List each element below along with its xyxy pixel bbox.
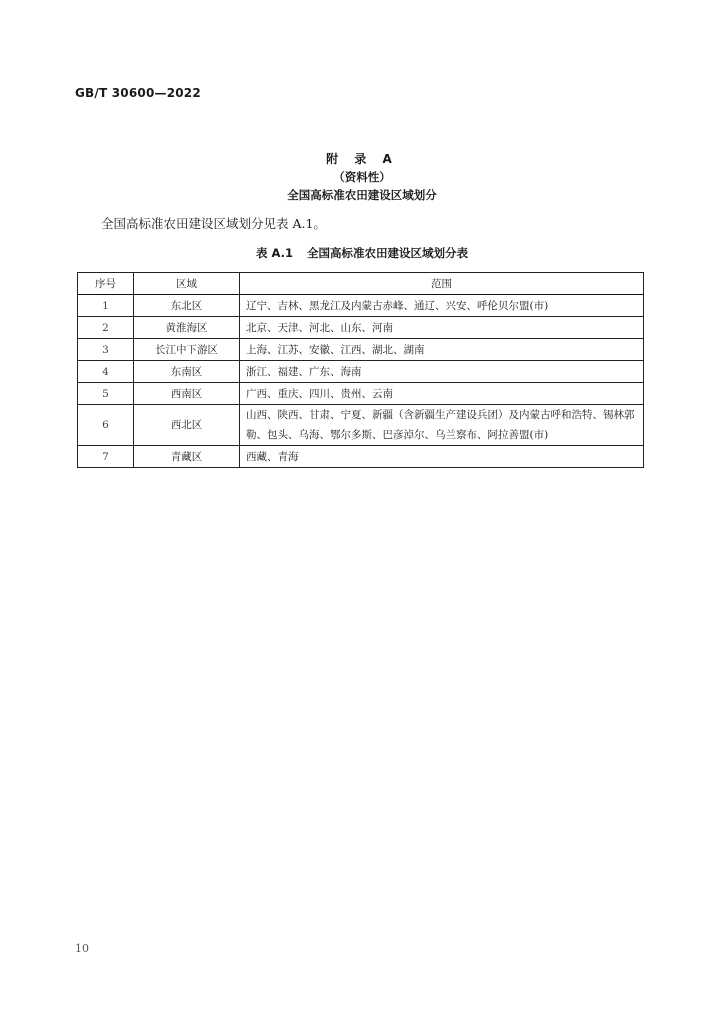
row-num: 6 xyxy=(78,405,134,446)
row-area: 东南区 xyxy=(134,361,240,383)
row-range: 辽宁、吉林、黑龙江及内蒙古赤峰、通辽、兴安、呼伦贝尔盟(市) xyxy=(240,295,644,317)
row-range: 广西、重庆、四川、贵州、云南 xyxy=(240,383,644,405)
table-row xyxy=(78,339,644,361)
table-row xyxy=(78,405,644,446)
appendix-subtitle: 全国高标准农田建设区域划分 xyxy=(287,188,437,202)
row-range: 上海、江苏、安徽、江西、湖北、湖南 xyxy=(240,339,644,361)
row-area: 青藏区 xyxy=(134,446,240,468)
header-range: 范围 xyxy=(240,273,644,295)
row-range: 北京、天津、河北、山东、河南 xyxy=(240,317,644,339)
row-num: 1 xyxy=(78,295,134,317)
row-area: 西南区 xyxy=(134,383,240,405)
row-num: 2 xyxy=(78,317,134,339)
table-caption-number: 表 A.1 xyxy=(256,246,293,260)
table-row xyxy=(78,383,644,405)
appendix-nature: （资料性） xyxy=(333,170,391,184)
table-row xyxy=(78,317,644,339)
row-area: 东北区 xyxy=(134,295,240,317)
row-num: 3 xyxy=(78,339,134,361)
row-num: 5 xyxy=(78,383,134,405)
header-area: 区域 xyxy=(134,273,240,295)
table-caption xyxy=(0,245,724,261)
appendix-title: 附 录 A xyxy=(326,152,398,166)
standard-code: GB/T 30600—2022 xyxy=(75,86,201,100)
table-row xyxy=(78,446,644,468)
table-header-row xyxy=(78,273,644,295)
row-range: 浙江、福建、广东、海南 xyxy=(240,361,644,383)
row-num: 4 xyxy=(78,361,134,383)
row-num: 7 xyxy=(78,446,134,468)
row-area: 长江中下游区 xyxy=(134,339,240,361)
table-caption-title: 全国高标准农田建设区域划分表 xyxy=(307,246,468,260)
header-num: 序号 xyxy=(78,273,134,295)
row-area: 西北区 xyxy=(134,405,240,446)
intro-paragraph: 全国高标准农田建设区域划分见表 A.1。 xyxy=(101,216,326,231)
page-number: 10 xyxy=(75,942,89,955)
table-row xyxy=(78,361,644,383)
row-range: 西藏、青海 xyxy=(240,446,644,468)
row-area: 黄淮海区 xyxy=(134,317,240,339)
row-range: 山西、陕西、甘肃、宁夏、新疆（含新疆生产建设兵团）及内蒙古呼和浩特、锡林郭勒、包头、乌海、鄂尔多斯、巴彦淖尔、乌兰察布、阿拉善盟(市) xyxy=(240,405,644,446)
table-row xyxy=(78,295,644,317)
regions-table xyxy=(77,272,644,468)
